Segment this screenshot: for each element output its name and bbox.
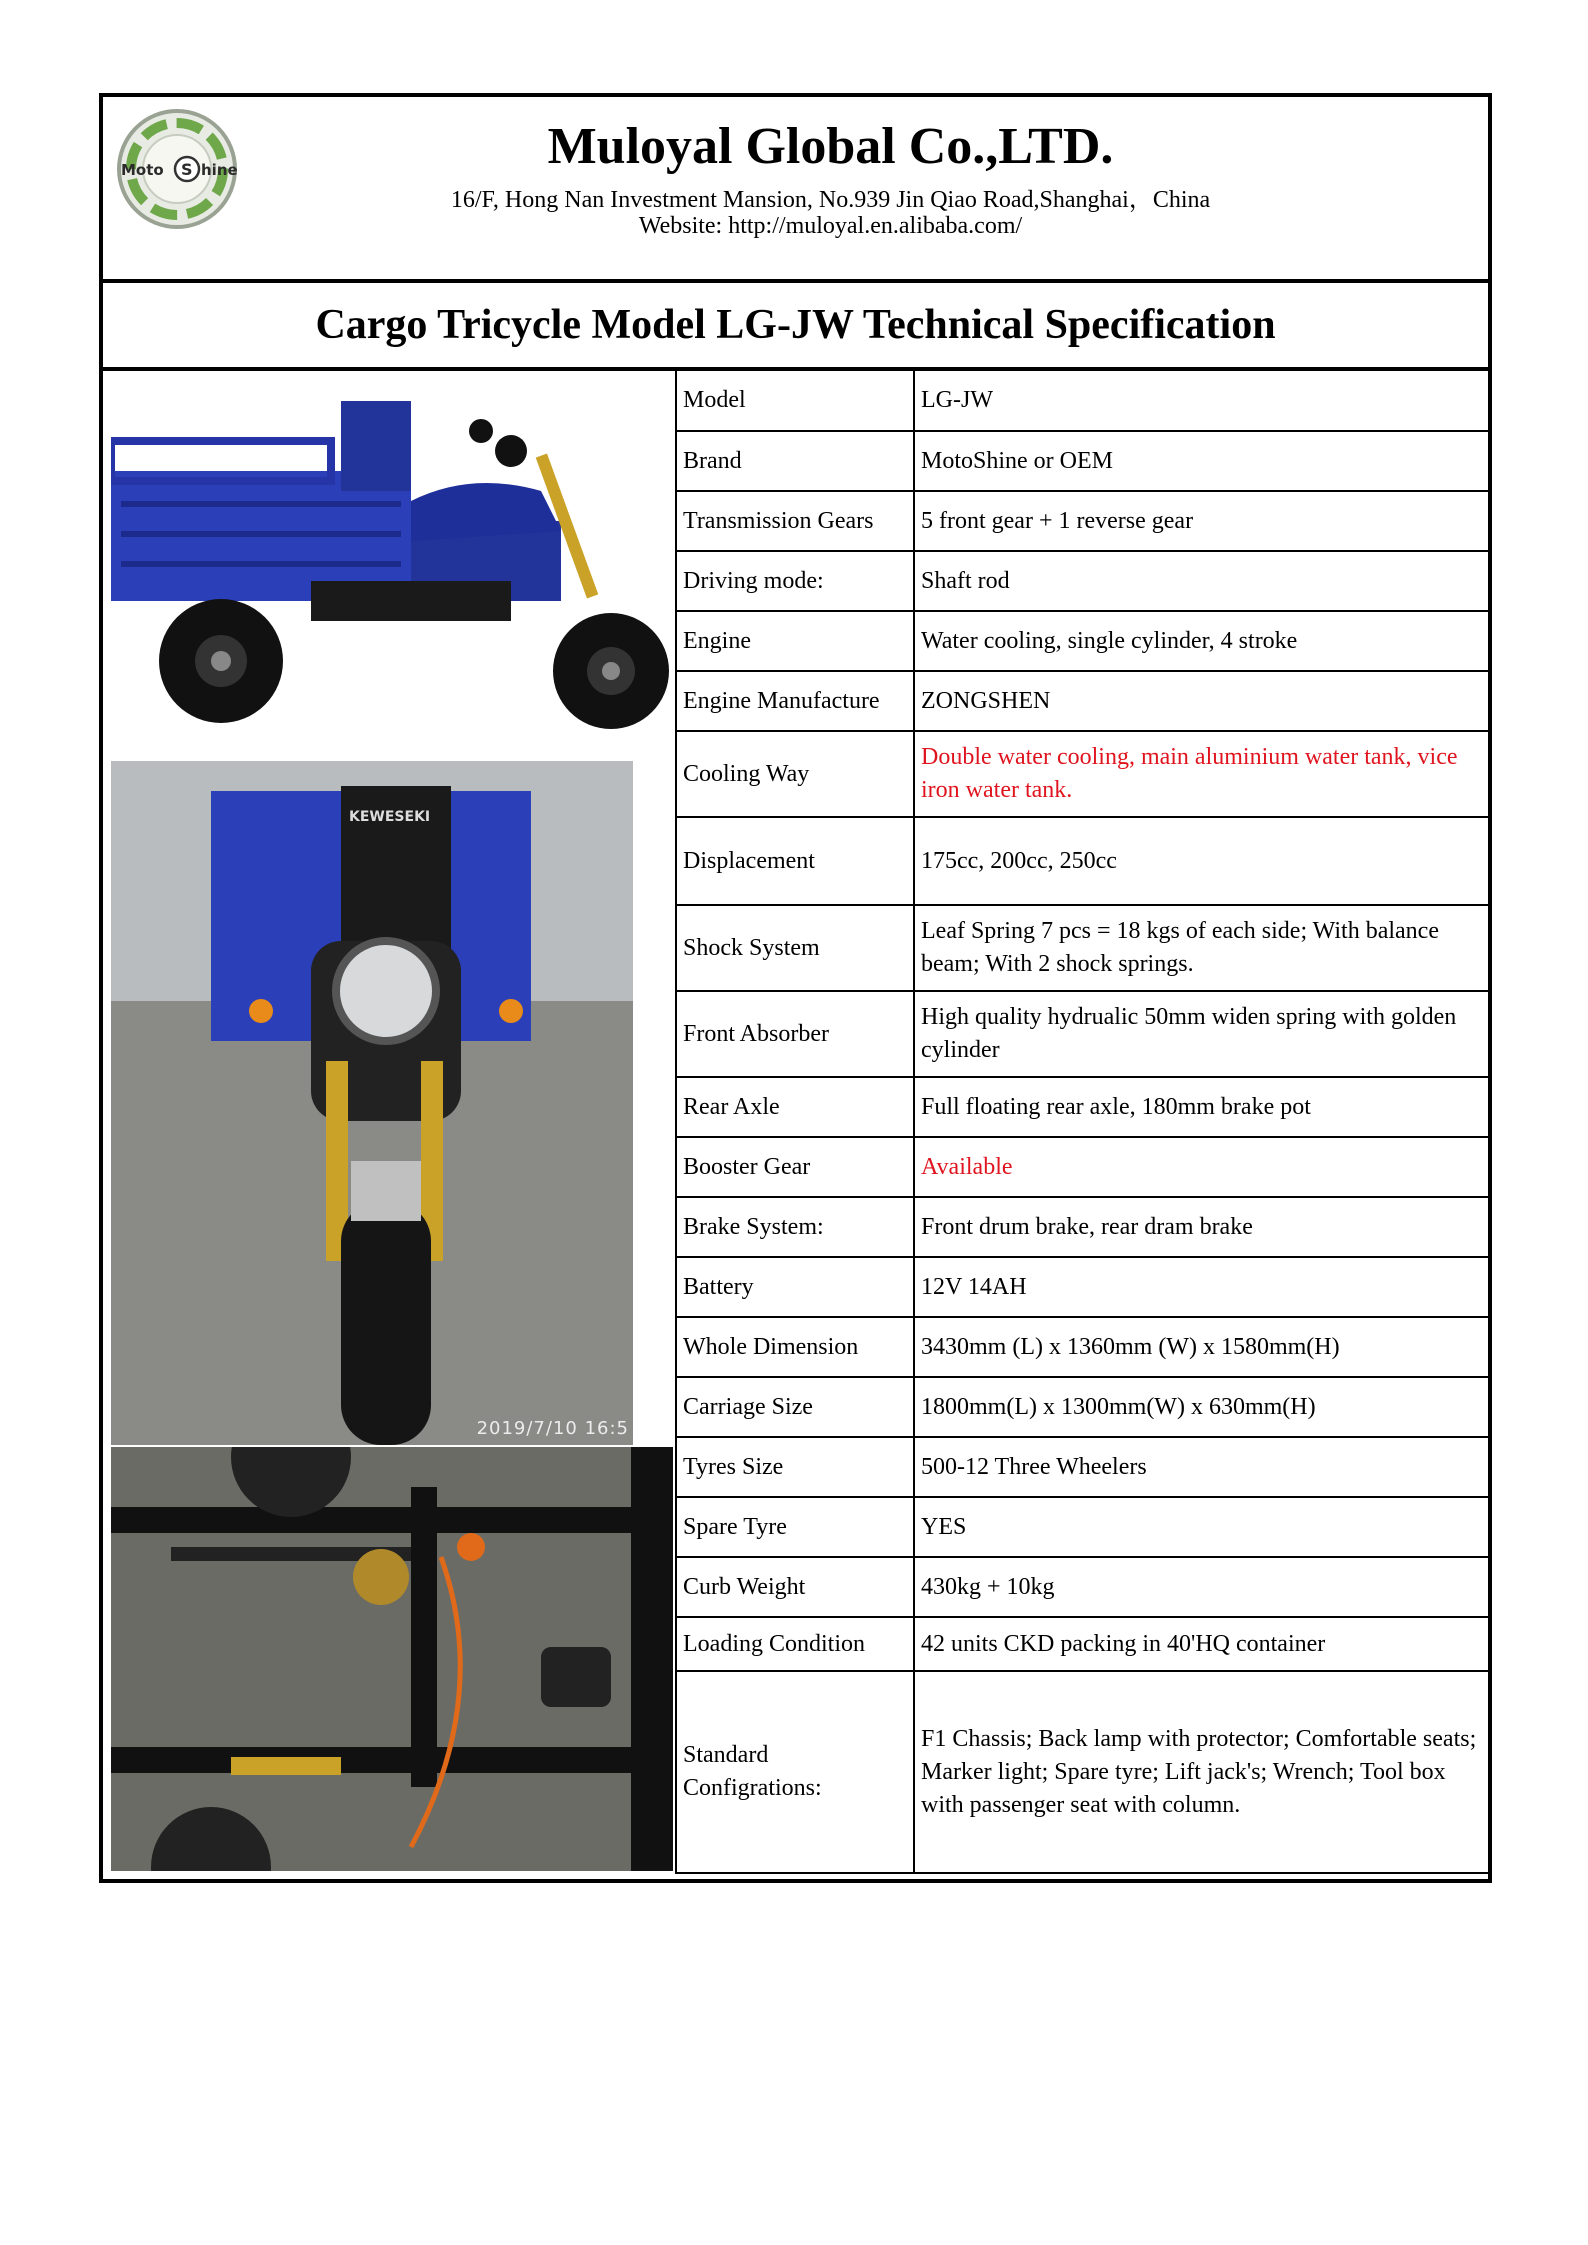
company-website: Website: http://muloyal.en.alibaba.com/: [638, 213, 1023, 239]
spec-value: 5 front gear + 1 reverse gear: [914, 491, 1488, 551]
company-header: [103, 97, 1488, 283]
spec-value: Full floating rear axle, 180mm brake pot: [914, 1077, 1488, 1137]
svg-text:Moto: Moto: [121, 161, 164, 179]
spec-row: [676, 671, 1488, 731]
spec-row: [676, 1137, 1488, 1197]
spec-row: [676, 817, 1488, 905]
spec-row: [676, 431, 1488, 491]
spec-value: 430kg + 10kg: [914, 1557, 1488, 1617]
spec-value: YES: [914, 1497, 1488, 1557]
spec-label: Whole Dimension: [676, 1317, 914, 1377]
spec-row: [676, 1197, 1488, 1257]
tricycle-side-photo: [111, 381, 671, 759]
spec-label: Carriage Size: [676, 1377, 914, 1437]
spec-label: Battery: [676, 1257, 914, 1317]
spec-value: 3430mm (L) x 1360mm (W) x 1580mm(H): [914, 1317, 1488, 1377]
spec-row: [676, 991, 1488, 1077]
spec-table: [675, 371, 1488, 1874]
spec-label: Spare Tyre: [676, 1497, 914, 1557]
spec-label: Loading Condition: [676, 1617, 914, 1671]
spec-label: Booster Gear: [676, 1137, 914, 1197]
spec-value: 500-12 Three Wheelers: [914, 1437, 1488, 1497]
spec-label: Transmission Gears: [676, 491, 914, 551]
spec-row: [676, 905, 1488, 991]
spec-label: Engine Manufacture: [676, 671, 914, 731]
spec-row: [676, 1077, 1488, 1137]
spec-label: Rear Axle: [676, 1077, 914, 1137]
spec-value: F1 Chassis; Back lamp with protector; Comfortable seats; Marker light; Spare tyre; Lift jack's; Wrench; Tool box with passenger seat with column.: [914, 1671, 1488, 1873]
document-title: Cargo Tricycle Model LG-JW Technical Specification: [103, 283, 1488, 371]
spec-value: Front drum brake, rear dram brake: [914, 1197, 1488, 1257]
spec-value: 42 units CKD packing in 40'HQ container: [914, 1617, 1488, 1671]
spec-value: Shaft rod: [914, 551, 1488, 611]
svg-text:KEWESEKI: KEWESEKI: [349, 809, 431, 825]
spec-row: [676, 1557, 1488, 1617]
tricycle-front-photo: [111, 761, 633, 1445]
spec-row: [676, 1671, 1488, 1873]
spec-value: High quality hydrualic 50mm widen spring with golden cylinder: [914, 991, 1488, 1077]
spec-value: 175cc, 200cc, 250cc: [914, 817, 1488, 905]
spec-label: Model: [676, 371, 914, 431]
spec-label: Front Absorber: [676, 991, 914, 1077]
spec-row: [676, 1257, 1488, 1317]
spec-sheet: [99, 93, 1492, 1883]
spec-row: [676, 1437, 1488, 1497]
spec-row: [676, 1497, 1488, 1557]
spec-row: [676, 1617, 1488, 1671]
spec-value: Leaf Spring 7 pcs = 18 kgs of each side; With balance beam; With 2 shock springs.: [914, 905, 1488, 991]
spec-value: ZONGSHEN: [914, 671, 1488, 731]
company-name: Muloyal Global Co.,LTD.: [547, 118, 1114, 175]
spec-row: [676, 1377, 1488, 1437]
spec-label: Displacement: [676, 817, 914, 905]
spec-row: [676, 611, 1488, 671]
spec-value: Water cooling, single cylinder, 4 stroke: [914, 611, 1488, 671]
spec-row: [676, 551, 1488, 611]
spec-row: [676, 371, 1488, 431]
spec-label: Brake System:: [676, 1197, 914, 1257]
spec-value: LG-JW: [914, 371, 1488, 431]
spec-value: Available: [914, 1137, 1488, 1197]
spec-label: Tyres Size: [676, 1437, 914, 1497]
spec-row: [676, 1317, 1488, 1377]
spec-label: Brand: [676, 431, 914, 491]
svg-text:S: S: [181, 160, 193, 179]
spec-value: 1800mm(L) x 1300mm(W) x 630mm(H): [914, 1377, 1488, 1437]
spec-label: Standard Configrations:: [676, 1671, 914, 1873]
photo-timestamp: 2019/7/10 16:5: [476, 1418, 629, 1439]
spec-label: Curb Weight: [676, 1557, 914, 1617]
spec-label: Driving mode:: [676, 551, 914, 611]
spec-row: [676, 731, 1488, 817]
photo-column: [103, 371, 675, 1883]
chassis-photo: [111, 1447, 673, 1871]
spec-value: Double water cooling, main aluminium water tank, vice iron water tank.: [914, 731, 1488, 817]
spec-value: MotoShine or OEM: [914, 431, 1488, 491]
spec-row: [676, 491, 1488, 551]
spec-value: 12V 14AH: [914, 1257, 1488, 1317]
spec-label: Engine: [676, 611, 914, 671]
spec-label: Shock System: [676, 905, 914, 991]
svg-text:hine: hine: [201, 161, 238, 179]
company-address: 16/F, Hong Nan Investment Mansion, No.939 Jin Qiao Road,Shanghai，China: [450, 187, 1211, 213]
spec-label: Cooling Way: [676, 731, 914, 817]
